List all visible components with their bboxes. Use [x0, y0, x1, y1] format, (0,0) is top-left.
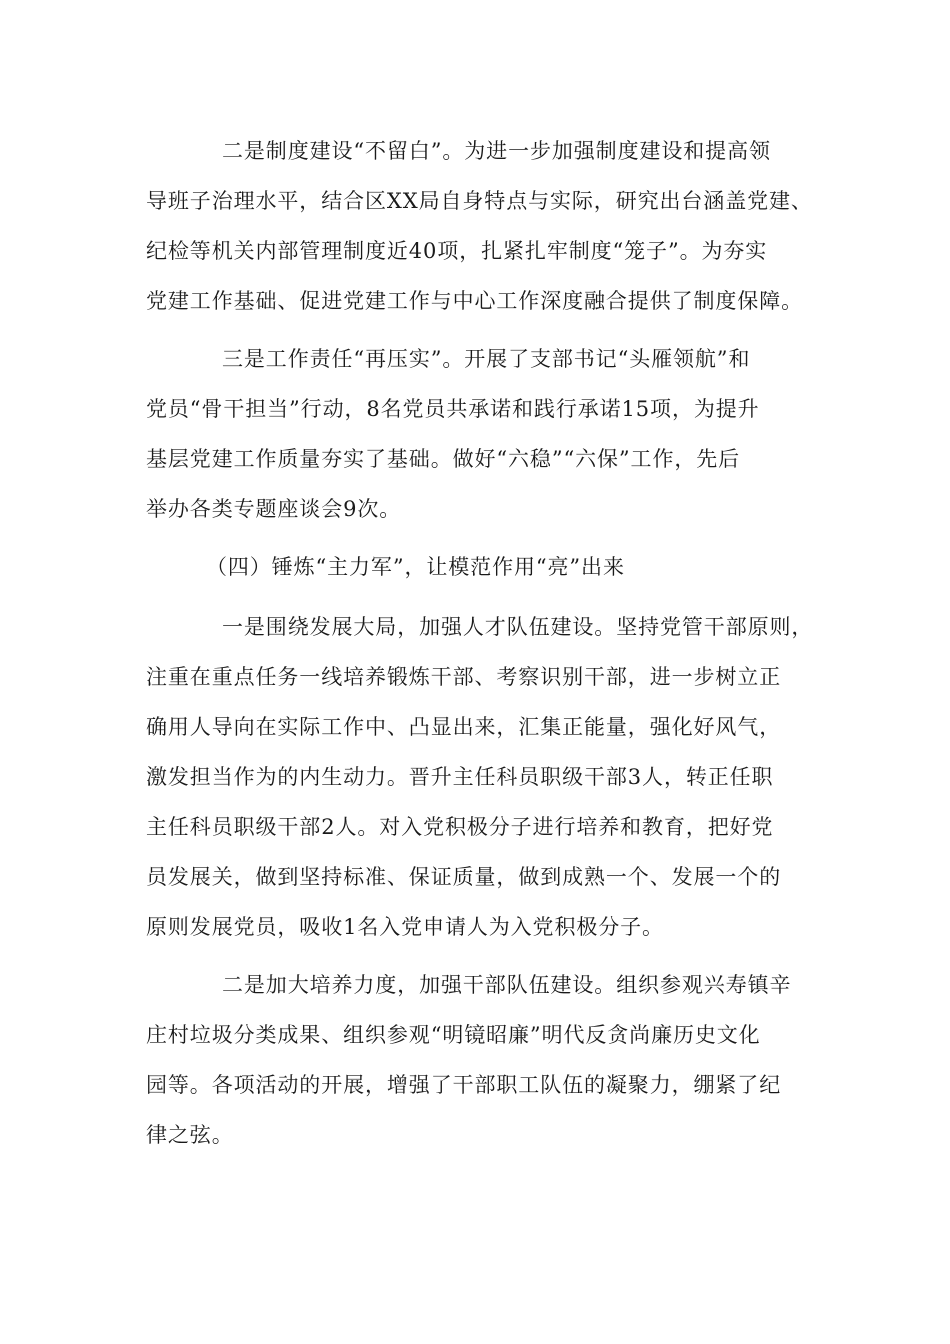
text-line: 基层党建工作质量夯实了基础。做好“六稳”“六保”工作，先后	[146, 447, 741, 471]
text-line: 纪检等机关内部管理制度近40项，扎紧扎牢制度“笼子”。为夯实	[146, 239, 768, 263]
text-line: 导班子治理水平，结合区XX局自身特点与实际，研究出台涵盖党建、	[146, 189, 813, 213]
text-line: 律之弦。	[146, 1123, 234, 1147]
text-line: 员发展关，做到坚持标准、保证质量，做到成熟一个、发展一个的	[146, 865, 782, 889]
text-line: 主任科员职级干部2人。对入党积极分子进行培养和教育，把好党	[146, 815, 774, 839]
text-line: 注重在重点任务一线培养锻炼干部、考察识别干部，进一步树立正	[146, 665, 782, 689]
text-line: 原则发展党员，吸收1名入党申请人为入党积极分子。	[146, 915, 664, 939]
section-heading-text: （四）锤炼“主力军”，让模范作用“亮”出来	[206, 555, 625, 579]
text-line: 园等。各项活动的开展，增强了干部职工队伍的凝聚力，绷紧了纪	[146, 1073, 782, 1097]
text-line: 二是加大培养力度，加强干部队伍建设。组织参观兴寿镇辛	[222, 973, 792, 997]
text-line: 激发担当作为的内生动力。晋升主任科员职级干部3人，转正任职	[146, 765, 774, 789]
text-line: 党员“骨干担当”行动，8名党员共承诺和践行承诺15项，为提升	[146, 397, 760, 421]
text-line: 一是围绕发展大局，加强人才队伍建设。坚持党管干部原则，	[222, 615, 814, 639]
text-line: 庄村垃圾分类成果、组织参观“明镜昭廉”明代反贪尚廉历史文化	[146, 1023, 761, 1047]
text-line: 党建工作基础、促进党建工作与中心工作深度融合提供了制度保障。	[146, 289, 803, 313]
text-line: 三是工作责任“再压实”。开展了支部书记“头雁领航”和	[222, 347, 751, 371]
text-line: 确用人导向在实际工作中、凸显出来，汇集正能量，强化好风气，	[146, 715, 782, 739]
text-line: 二是制度建设“不留白”。为进一步加强制度建设和提高领	[222, 139, 771, 163]
text-line: 举办各类专题座谈会9次。	[146, 497, 402, 521]
